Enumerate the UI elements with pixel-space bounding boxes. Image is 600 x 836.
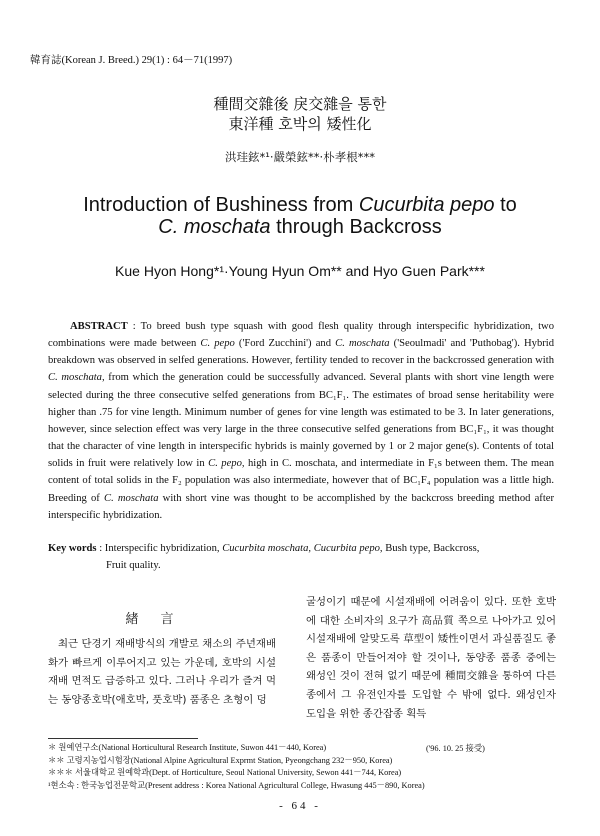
intro-right-column: 굴성이기 때문에 시설재배에 어려움이 있다. 또한 호박에 대한 소비자의 요구가 高品質 쪽으로 나아가고 있어 시설재배에 알맞도록 草型이 矮性이면서 과실품질도 좋은 품종이 만들어져야 할 것이나, 동양종 품종 중에는 왜성인 것이 전혀 없기 때문에 種間交雜을 통하여 다른 종에서 그 유전인자를 도입할 수 밖에 없다. 왜성인자 도입을 위한 종간잡종 획득 [306, 596, 556, 720]
footnote-3: ＊＊＊ 서울대학교 원예학과(Dept. of Horticulture, Seoul National University, Sewon 441－744, Korea) [48, 768, 402, 778]
abstract-species: C. pepo, [208, 458, 245, 470]
page-number: - 64 - [279, 800, 321, 812]
english-title-line-2 [0, 216, 600, 239]
footnote-2: ＊＊ 고령지농업시험장(National Alpine Agricultural Exprmt Station, Pyeongchang 232－950, Korea) [48, 755, 393, 765]
abstract-text: high in C. moschata, and intermediate in F₁s between them. The mean content of total solids in the F₂ population was also intermediate, however that of BC₁F₄ population was a little high. Breeding of [48, 458, 554, 504]
korean-title-line-2: 東洋種 호박의 矮性化 [228, 115, 372, 133]
keywords-text: Bush type, Backcross, [382, 543, 480, 554]
footnote-4: ¹현소속 : 한국농업전문학교(Present address : Korea National Agricultural College, Hwasung 445－890, Korea) [48, 780, 425, 790]
abstract-species: C. moschata [335, 338, 390, 350]
korean-title-line-1: 種間交雜後 戾交雜을 통한 [213, 95, 387, 113]
title-species: Cucurbita pepo [358, 194, 495, 216]
journal-header: 韓育誌(Korean J. Breed.) 29(1) : 64－71(1997) [30, 55, 233, 66]
abstract-text: : To breed bush type squash with good flesh quality through interspecific hybridization, two combinations were made between [48, 321, 554, 350]
abstract-text: with short vine was thought to be accomplished by the backcross breeding method after interspecific hybridization. [48, 492, 554, 521]
keywords-label: Key words [48, 543, 97, 554]
footnotes [48, 742, 568, 792]
title-text: to [494, 194, 517, 216]
abstract-species: C. pepo [200, 338, 235, 350]
abstract-species: C. moschata, [48, 372, 105, 384]
title-text: through Backcross [270, 216, 442, 238]
keyword-species: Cucurbita pepo, [313, 543, 383, 554]
abstract-text: ('Ford Zucchini') and [234, 338, 336, 350]
section-heading-introduction: 緖言 [125, 612, 196, 627]
english-authors: Kue Hyon Hong*¹·Young Hyun Om** and Hyo Guen Park*** [115, 263, 485, 279]
intro-left-column: 최근 단경기 재배방식의 개발로 채소의 주년재배화가 빠르게 이루어지고 있는 가운데, 호박의 시설재배 면적도 급증하고 있다. 그러나 우리가 즐겨 먹는 동양종호박(애호박, 풋호박) 품종은 초형이 덩 [48, 638, 276, 706]
title-text: Introduction of Bushiness from [83, 194, 359, 216]
footnote-1: ＊ 원예연구소(National Horticultural Research Institute, Suwon 441－440, Korea) [48, 743, 327, 752]
korean-authors: 洪珪鉉*¹·嚴榮鉉**·朴孝根*** [225, 150, 375, 164]
keywords-text: : Interspecific hybridization, [96, 543, 223, 554]
title-species: C. moschata [158, 216, 271, 238]
keywords [48, 540, 568, 574]
keywords-line-2: Fruit quality. [106, 560, 161, 571]
footnote-divider [48, 738, 198, 739]
english-title-line-1 [0, 194, 600, 217]
abstract-text: from which the generation could be successfully advanced. Several plants with short vine length were selected during the three consecutive selfed generations from BC₁F₁. The estimates of broad sense heritability were higher than .75 for vine length. Minimum number of genes for vine length was estimated to be 3. In later generations, however, since selection effect was very large in the three consecutive selfed generations from BC₁F₁, it was thought that the character of vine length in interspecific hybrids is mainly governed by 1 or 2 major gene(s). Contents of total solids in fruit were relatively low in [48, 372, 554, 470]
abstract-text: ('Seoulmadi' and 'Puthobag'). Hybrid breakdown was observed in selfed generations. However, fertility tended to recover in the backcrossed generation with [48, 338, 555, 367]
abstract-label: ABSTRACT [70, 321, 128, 332]
keyword-species: Cucurbita moschata, [222, 543, 312, 554]
received-date: ('96. 10. 25 接受) [426, 744, 485, 753]
abstract [48, 318, 554, 524]
abstract-species: C. moschata [104, 492, 159, 504]
